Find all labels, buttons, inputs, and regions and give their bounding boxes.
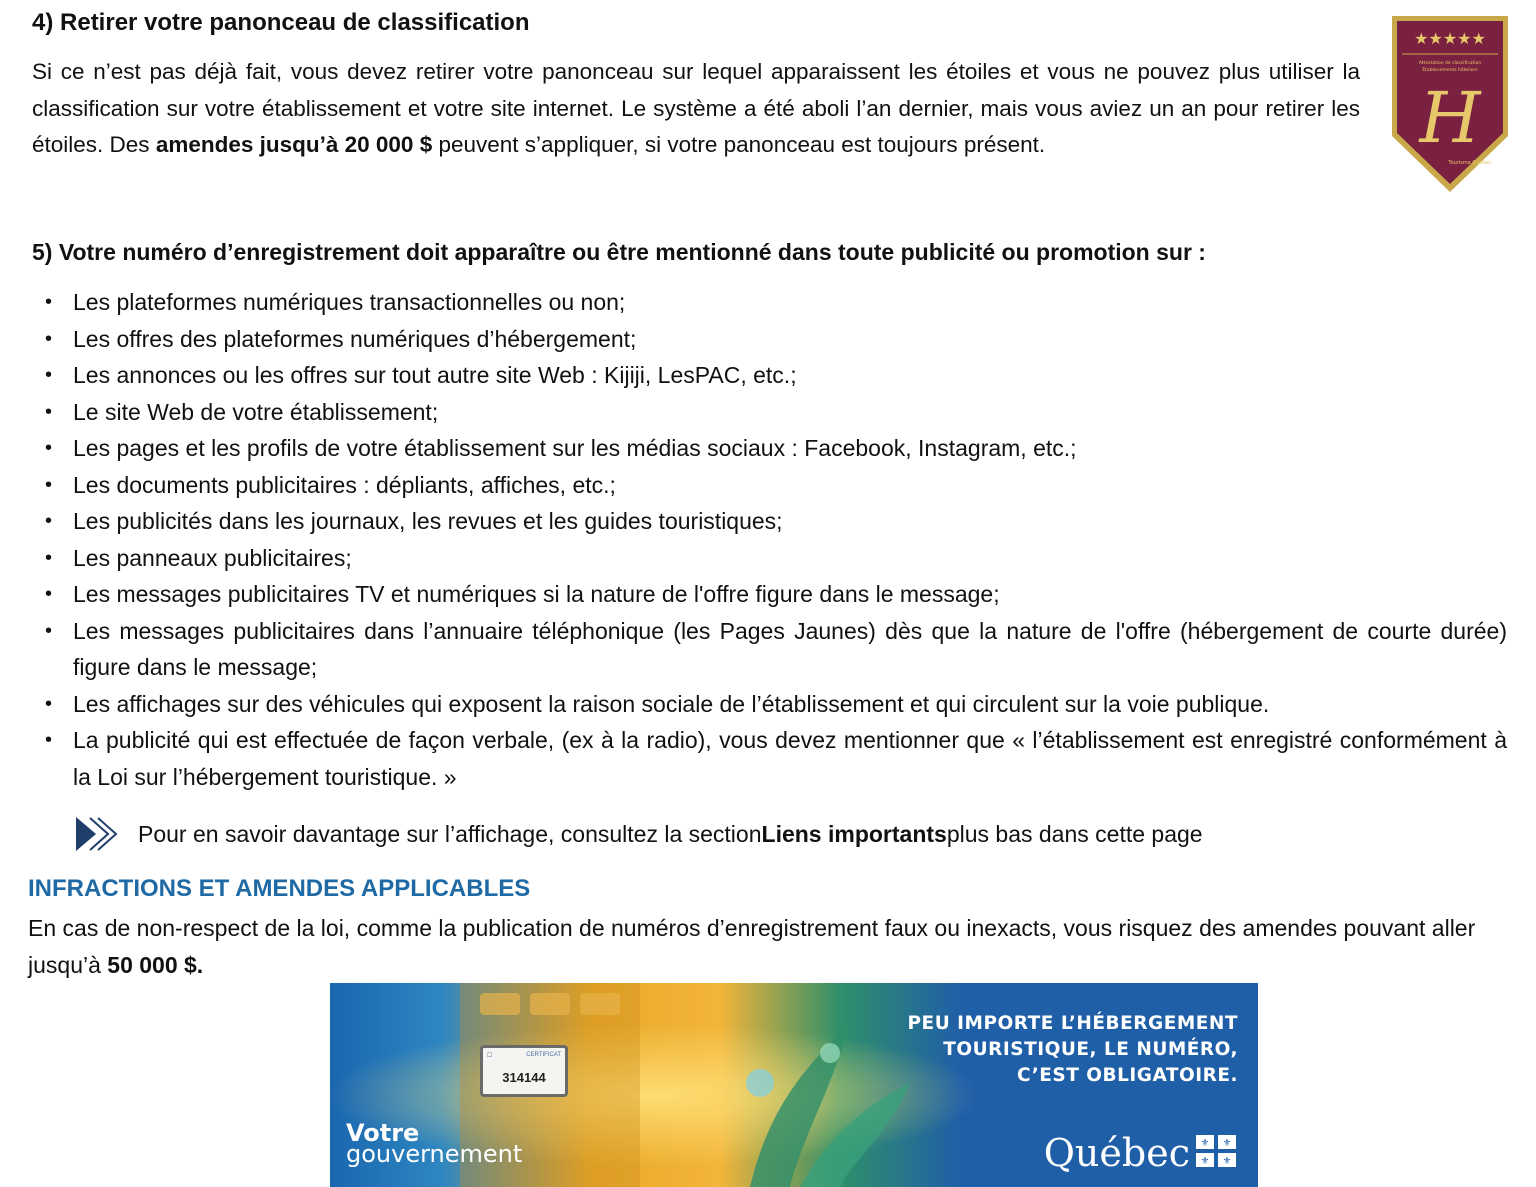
svg-text:Établissements hôteliers: Établissements hôteliers <box>1422 68 1478 73</box>
infractions-paragraph: En cas de non-respect de la loi, comme la publication de numéros d’enregistrement faux ou inexacts, vous risquez des amendes pouvant aller jusqu’à 50 000 $. <box>28 915 1476 978</box>
certificate-number: 314144 <box>502 1070 546 1085</box>
svg-text:Tourisme Québec: Tourisme Québec <box>1448 160 1492 166</box>
list-item: • Le site Web de votre établissement; <box>45 394 1507 431</box>
votre-gouvernement-logo: Votre gouvernement <box>346 1119 523 1168</box>
svg-text:⚜: ⚜ <box>1200 1138 1210 1149</box>
badge-stars: ★★★★★ <box>1414 29 1486 48</box>
svg-text:⚜: ⚜ <box>1222 1156 1232 1167</box>
list-item: • Les pages et les profils de votre établissement sur les médias sociaux : Facebook, Instagram, etc.; <box>45 430 1507 467</box>
list-item: • Les annonces ou les offres sur tout autre site Web : Kijiji, LesPAC, etc.; <box>45 357 1507 394</box>
important-links-reference: Liens importants <box>761 820 947 847</box>
list-item: • Les messages publicitaires TV et numériques si la nature de l'offre figure dans le message; <box>45 576 1507 613</box>
section-4-heading: 4) Retirer votre panonceau de classification <box>32 9 530 36</box>
section-4-paragraph: Si ce n’est pas déjà fait, vous devez retirer votre panonceau sur lequel apparaissent les étoiles et vous ne pouvez plus utiliser la classification sur votre établissement et votre site internet. Le système a été aboli l’an dernier, mais vous aviez un an pour retirer les étoiles. Des amendes jusqu’à 20 000 $ peuvent s’appliquer, si votre panonceau est toujours présent. <box>32 59 1360 157</box>
quebec-flag-icon <box>1196 1135 1238 1169</box>
badge-letter: H <box>1419 77 1481 159</box>
classification-badge-logo <box>1390 14 1510 194</box>
fine-amount-emphasis: amendes jusqu’à 20 000 $ <box>155 132 433 157</box>
list-item: • Les publicités dans les journaux, les revues et les guides touristiques; <box>45 503 1507 540</box>
svg-text:⚜: ⚜ <box>1200 1156 1210 1167</box>
list-item: • Les messages publicitaires dans l’annuaire téléphonique (les Pages Jaunes) dès que la nature de l'offre (hébergement de courte durée) figure dans le message; <box>45 613 1507 686</box>
section-5-heading: 5) Votre numéro d’enregistrement doit apparaître ou être mentionné dans toute publicité ou promotion sur : <box>32 239 1206 265</box>
registration-banner <box>330 983 1258 1187</box>
advertising-channels-list <box>45 284 1507 795</box>
certificate-sign: ☐ CERTIFICAT 314144 <box>480 1045 568 1097</box>
quebec-wordmark: Québec <box>1043 1131 1190 1175</box>
banner-slogan: PEU IMPORTE L’HÉBERGEMENT TOURISTIQUE, LE NUMÉRO, C’EST OBLIGATOIRE. <box>907 1013 1238 1086</box>
svg-text:Attestation de classification: Attestation de classification <box>1418 61 1482 66</box>
list-item: • Les plateformes numériques transactionnelles ou non; <box>45 284 1507 321</box>
double-chevron-right-icon <box>76 815 120 853</box>
max-fine-emphasis: 50 000 $. <box>107 951 204 978</box>
infractions-heading: INFRACTIONS ET AMENDES APPLICABLES <box>28 875 531 902</box>
list-item: • Les documents publicitaires : dépliants, affiches, etc.; <box>45 467 1507 504</box>
list-item: • La publicité qui est effectuée de façon verbale, (ex à la radio), vous devez mentionner que « l’établissement est enregistré conformément à la Loi sur l’hébergement touristique. » <box>45 722 1507 795</box>
list-item: • Les offres des plateformes numériques d’hébergement; <box>45 321 1507 358</box>
list-item: • Les panneaux publicitaires; <box>45 540 1507 577</box>
more-info-note: Pour en savoir davantage sur l’affichage, consultez la section Liens importants plus bas dans cette page <box>76 814 1203 854</box>
list-item: • Les affichages sur des véhicules qui exposent la raison sociale de l’établissement et qui circulent sur la voie publique. <box>45 686 1507 723</box>
svg-text:⚜: ⚜ <box>1222 1138 1232 1149</box>
